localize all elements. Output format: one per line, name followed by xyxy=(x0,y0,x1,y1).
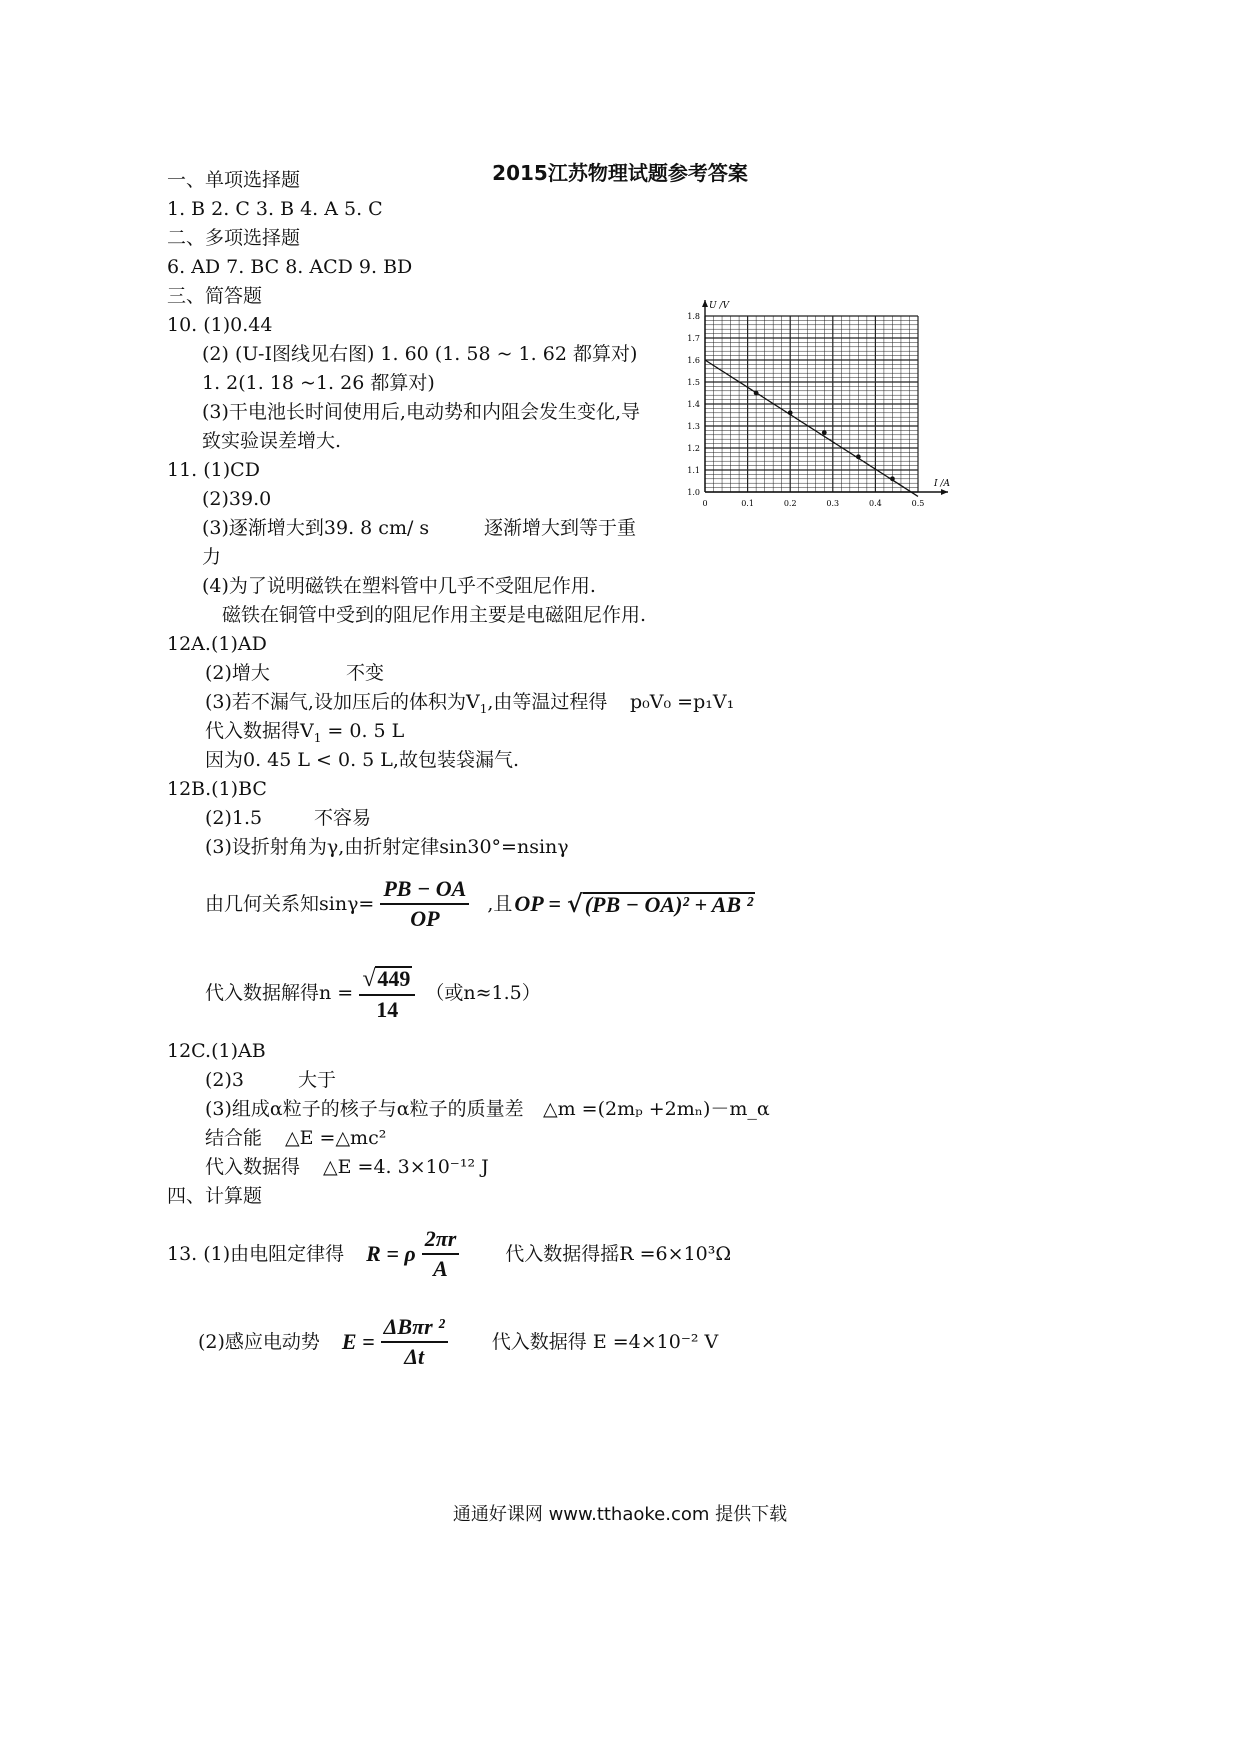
data-point xyxy=(890,476,895,481)
y-tick-label: 1.6 xyxy=(687,356,700,365)
q12b-line2a: (2)1.5 xyxy=(205,807,263,829)
q10-line1: 10. (1)0.44 xyxy=(167,314,273,336)
emf-fraction xyxy=(381,1316,448,1368)
q13-line1b: 代入数据得摇R =6×10³Ω xyxy=(505,1242,732,1265)
y-axis-label: U /V xyxy=(709,301,729,311)
fraction-denominator: 14 xyxy=(376,997,399,1022)
q13-line2a: (2)感应电动势 xyxy=(198,1330,320,1353)
q12c-line3a: (3)组成α粒子的核子与α粒子的质量差 xyxy=(205,1098,524,1120)
section-short-answer: 三、简答题 xyxy=(167,285,263,307)
x-tick-label: 0.3 xyxy=(826,499,840,508)
q12c-line2b: 大于 xyxy=(298,1069,337,1091)
q12a-line3b: ,由等温过程得 xyxy=(487,691,608,713)
x-tick-label: 0.2 xyxy=(783,499,797,508)
q13-line1 xyxy=(167,1228,731,1280)
q12a-line2b: 不变 xyxy=(346,662,385,684)
q10-line3: 1. 2(1. 18 ~1. 26 都算对) xyxy=(202,372,435,394)
q12b-line5a: 代入数据解得n = xyxy=(205,982,354,1004)
q12b-line5 xyxy=(205,966,541,1021)
data-point xyxy=(754,391,759,396)
data-point xyxy=(788,410,793,415)
fraction-denominator: A xyxy=(433,1256,448,1281)
q12b-line4 xyxy=(205,878,755,930)
q10-line2: (2) (U-I图线见右图) 1. 60 (1. 58 ~ 1. 62 都算对) xyxy=(202,343,638,365)
q12c-line1: 12C.(1)AB xyxy=(167,1040,266,1062)
y-tick-label: 1.3 xyxy=(687,422,700,431)
q12b-line3: (3)设折射角为γ,由折射定律sin30°=nsinγ xyxy=(205,836,569,858)
q12a-line2a: (2)增大 xyxy=(205,662,270,684)
data-point xyxy=(822,430,827,435)
q11-line6: 磁铁在铜管中受到的阻尼作用主要是电磁阻尼作用. xyxy=(222,604,647,626)
q10-line5: 致实验误差增大. xyxy=(202,430,342,452)
q12a-line3-sub: 1 xyxy=(479,701,488,716)
y-tick-label: 1.0 xyxy=(687,488,700,497)
sqrt-radicand: (PB − OA)² + AB ² xyxy=(584,892,754,917)
op-lhs: OP = xyxy=(514,891,561,916)
q12a-line4-sub: 1 xyxy=(313,730,322,745)
q12c-line2a: (2)3 xyxy=(205,1069,245,1091)
multi-choice-answers: 6. AD 7. BC 8. ACD 9. BD xyxy=(167,256,413,278)
q12b-line2b: 不容易 xyxy=(314,807,372,829)
resistance-lhs: R = ρ xyxy=(366,1241,416,1266)
q13-line2 xyxy=(198,1316,718,1368)
y-axis-arrow-icon xyxy=(702,300,708,307)
q12a-equation: p₀V₀ =p₁V₁ xyxy=(630,691,735,713)
resistance-fraction xyxy=(422,1228,460,1280)
q10-line4: (3)干电池长时间使用后,电动势和内阻会发生变化,导 xyxy=(202,401,640,423)
q12a-line4 xyxy=(205,722,404,744)
u-i-chart xyxy=(680,296,950,516)
fit-line xyxy=(705,360,918,496)
y-tick-label: 1.4 xyxy=(687,400,700,409)
q12b-line1: 12B.(1)BC xyxy=(167,778,267,800)
fraction-denominator: OP xyxy=(410,906,440,931)
q12c-line4b: △E =△mc² xyxy=(285,1127,387,1149)
q12a-line3 xyxy=(205,693,607,715)
q12b-line4b: ,且 xyxy=(487,892,513,915)
q11-line5: (4)为了说明磁铁在塑料管中几乎不受阻尼作用. xyxy=(202,575,596,597)
page-title: 2015江苏物理试题参考答案 xyxy=(492,161,748,185)
x-tick-label: 0.5 xyxy=(911,499,925,508)
single-choice-answers: 1. B 2. C 3. B 4. A 5. C xyxy=(167,198,383,220)
section-calculation: 四、计算题 xyxy=(167,1185,263,1207)
q11-line3a: (3)逐渐增大到39. 8 cm/ s xyxy=(202,517,430,539)
x-axis-label: I /A xyxy=(934,479,950,489)
x-tick-label: 0.1 xyxy=(741,499,754,508)
y-tick-label: 1.2 xyxy=(687,444,700,453)
fraction-numerator: 2πr xyxy=(424,1226,457,1251)
footer-credit: 通通好课网 www.tthaoke.com 提供下载 xyxy=(452,1504,788,1525)
x-tick-label: 0.4 xyxy=(869,499,882,508)
q11-line2: (2)39.0 xyxy=(202,488,272,510)
x-tick-label: 0 xyxy=(702,499,708,508)
q12c-line4a: 结合能 xyxy=(205,1127,263,1149)
sqrt-icon: √ xyxy=(362,966,376,992)
q12c-line5b: △E =4. 3×10⁻¹² J xyxy=(323,1156,489,1178)
q12a-line3a: (3)若不漏气,设加压后的体积为V xyxy=(205,691,480,713)
q12b-line5b: （或n≈1.5） xyxy=(425,982,541,1004)
fraction-numerator: 449 xyxy=(377,966,411,991)
y-tick-label: 1.7 xyxy=(687,334,700,343)
q12c-line3b: △m =(2mₚ +2mₙ)－m_α xyxy=(543,1098,770,1120)
q12a-line4b: = 0. 5 L xyxy=(321,720,405,742)
q13-line1a: 13. (1)由电阻定律得 xyxy=(167,1242,345,1265)
sin-gamma-fraction xyxy=(380,878,469,930)
q12c-line5a: 代入数据得 xyxy=(205,1156,301,1178)
sqrt-icon: √ xyxy=(566,889,583,918)
q12a-line4a: 代入数据得V xyxy=(205,720,314,742)
y-tick-label: 1.5 xyxy=(687,378,700,387)
q12b-line4a: 由几何关系知sinγ= xyxy=(205,892,375,915)
section-multi-choice: 二、多项选择题 xyxy=(167,227,301,249)
emf-lhs: E = xyxy=(341,1329,375,1354)
y-tick-label: 1.1 xyxy=(687,466,700,475)
q12a-line5: 因为0. 45 L < 0. 5 L,故包装袋漏气. xyxy=(205,749,519,771)
q11-line4: 力 xyxy=(202,546,222,568)
x-axis-arrow-icon xyxy=(941,489,948,495)
q11-line3b: 逐渐增大到等于重 xyxy=(484,517,637,539)
data-point xyxy=(856,454,861,459)
q11-line1: 11. (1)CD xyxy=(167,459,260,481)
n-fraction xyxy=(359,966,415,1021)
q12a-line1: 12A.(1)AD xyxy=(167,633,267,655)
fraction-numerator: PB − OA xyxy=(383,876,467,901)
fraction-numerator: ΔBπr ² xyxy=(383,1314,445,1339)
q13-line2b: 代入数据得 E =4×10⁻² V xyxy=(491,1330,719,1353)
section-single-choice: 一、单项选择题 xyxy=(167,169,301,191)
y-tick-label: 1.8 xyxy=(687,312,700,321)
fraction-denominator: Δt xyxy=(404,1344,425,1369)
